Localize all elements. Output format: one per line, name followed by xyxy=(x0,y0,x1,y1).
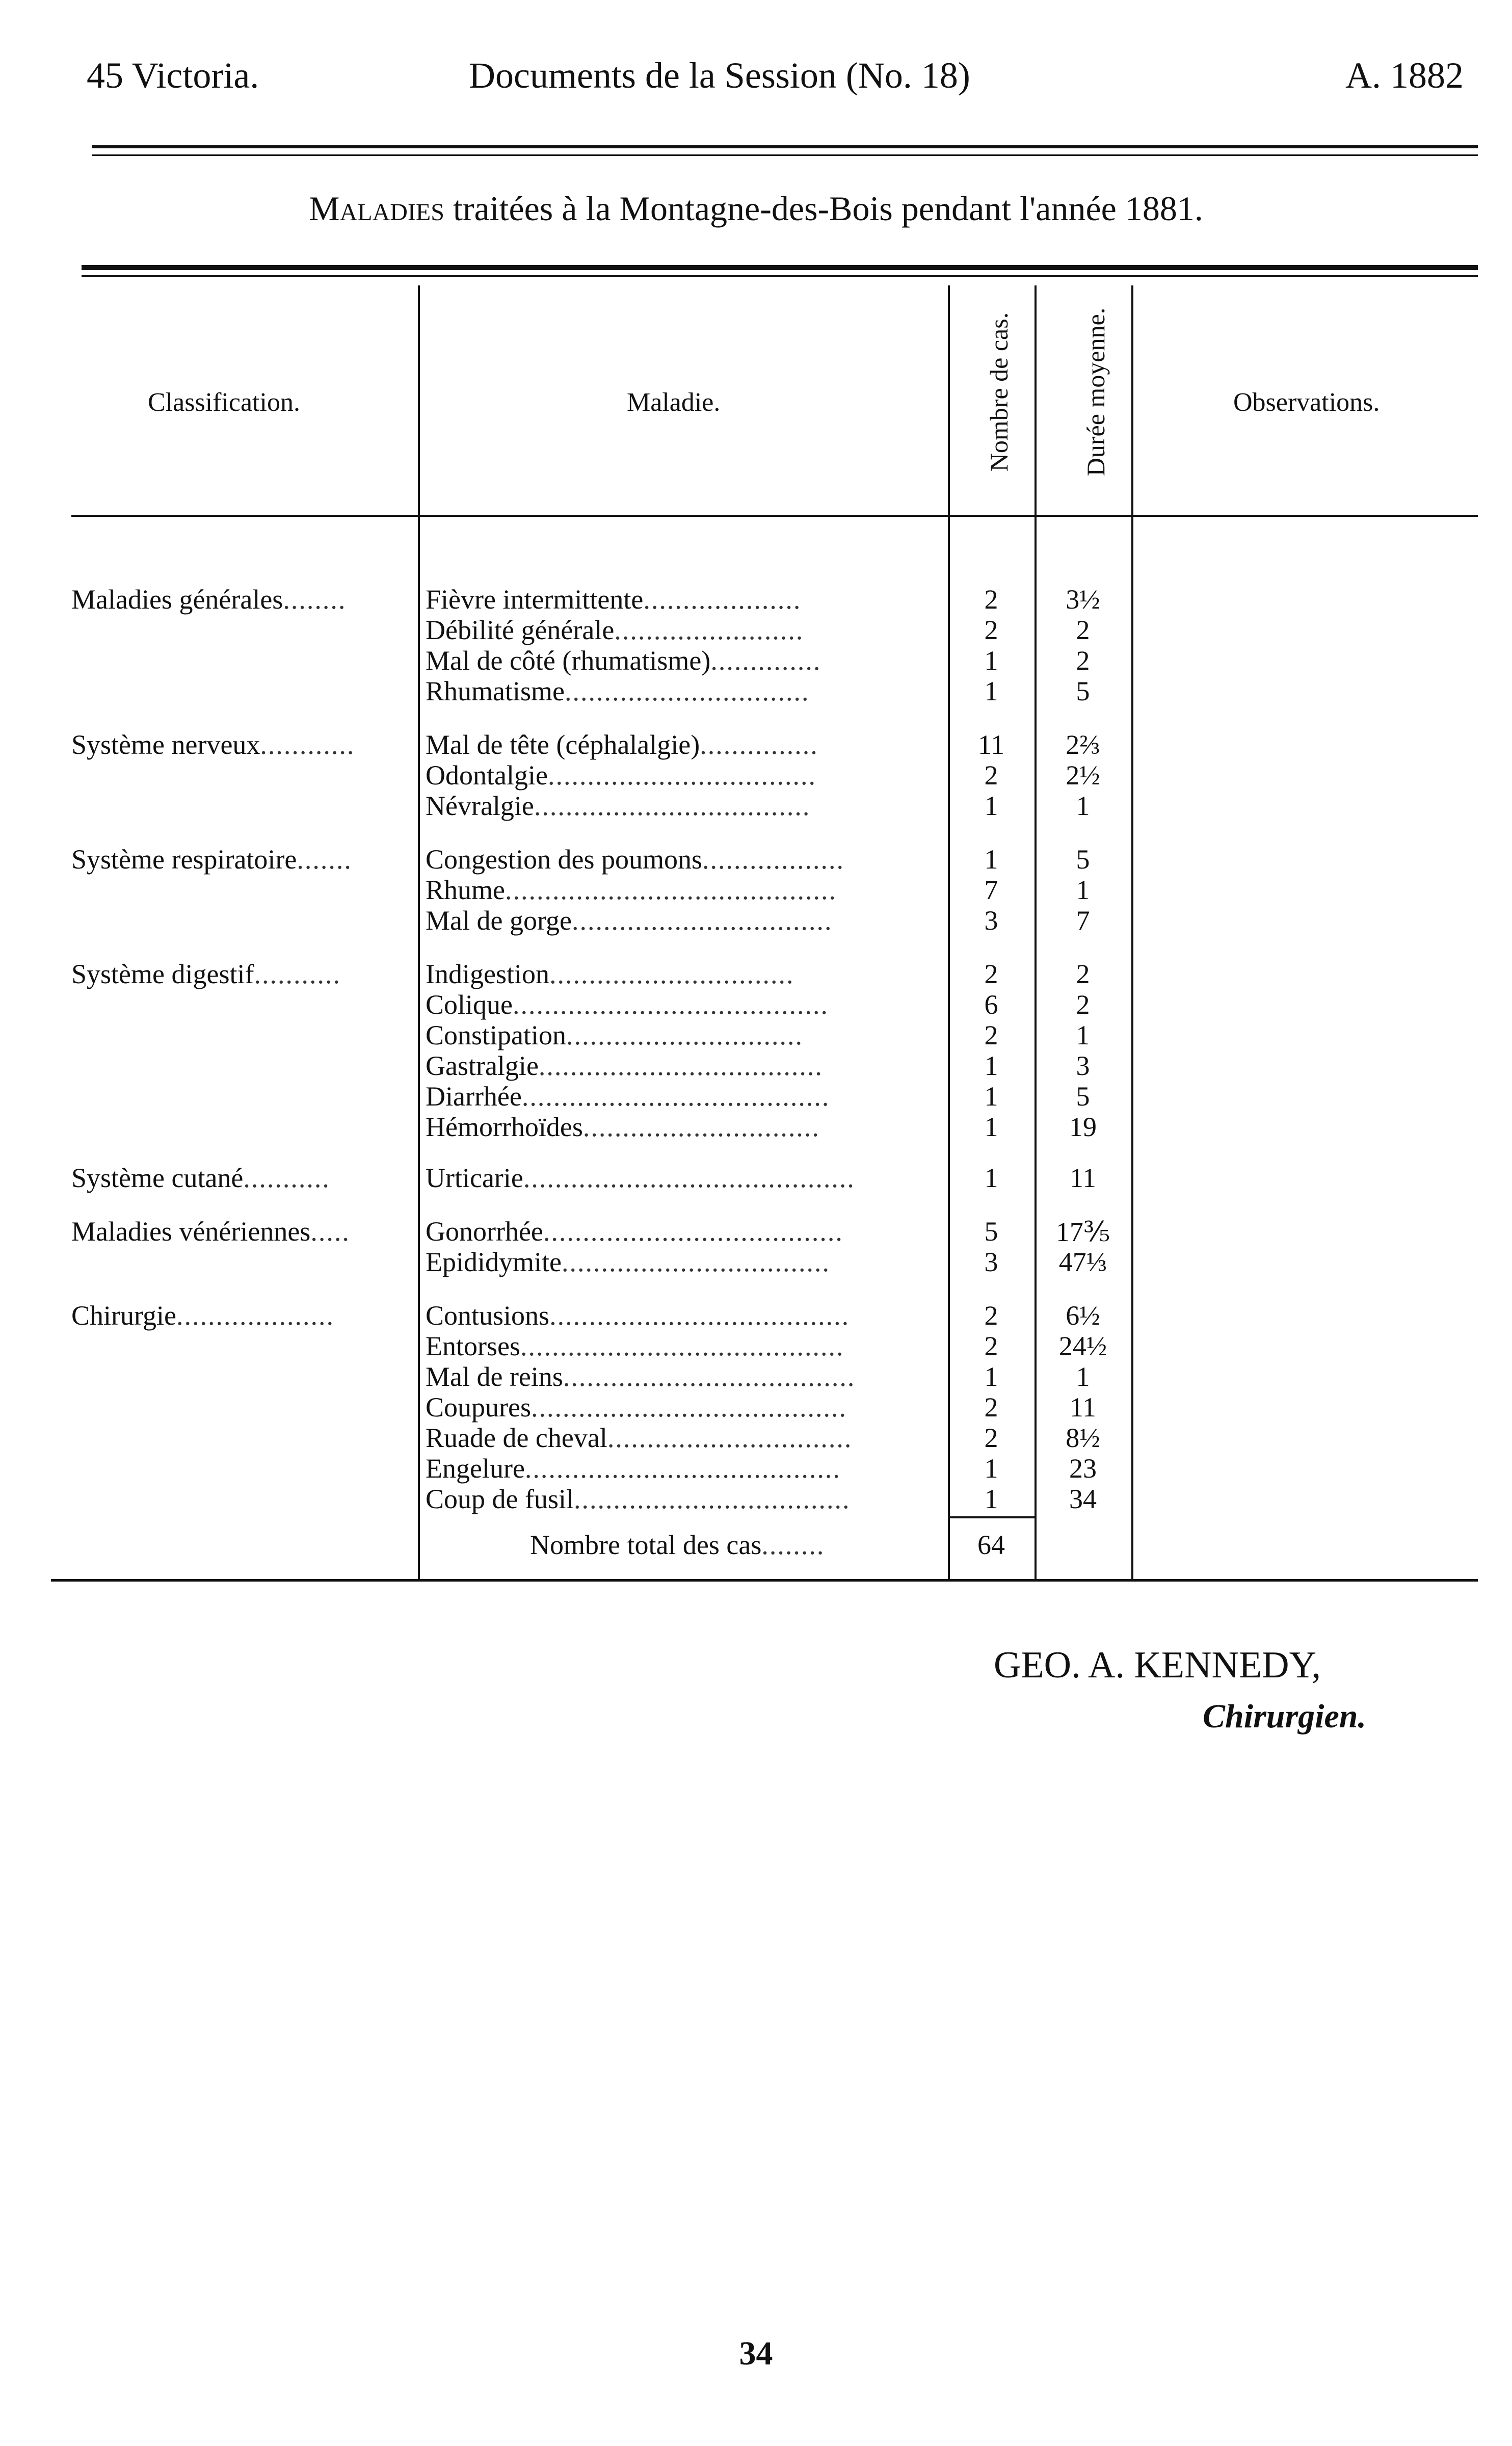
total-rule xyxy=(948,1516,1034,1518)
classification-cell: Système nerveux............ xyxy=(71,729,355,760)
maladie-cell: Congestion des poumons.................. xyxy=(426,844,845,875)
classification-cell: Système cutané........... xyxy=(71,1163,330,1193)
maladie-cell: Indigestion............................... xyxy=(426,959,794,989)
classification-cell: Chirurgie.................... xyxy=(71,1300,334,1331)
maladie-cell: Mal de gorge................................. xyxy=(426,905,833,936)
duree-cell: 3 xyxy=(1076,1050,1090,1081)
col-head-classification: Classification. xyxy=(148,388,300,417)
cas-cell: 2 xyxy=(984,1331,998,1361)
cas-cell: 2 xyxy=(984,584,998,615)
cas-cell: 2 xyxy=(984,615,998,645)
cas-cell: 1 xyxy=(984,1453,998,1484)
header-rule-thin xyxy=(92,154,1478,156)
duree-cell: 19 xyxy=(1069,1112,1097,1142)
duree-cell: 2⅔ xyxy=(1066,729,1100,760)
maladie-cell: Gastralgie.................................... xyxy=(426,1050,823,1081)
col-sep-4 xyxy=(1131,285,1133,1580)
maladie-cell: Mal de reins..................................... xyxy=(426,1361,856,1392)
title-lead: Maladies xyxy=(309,189,444,228)
total-label: Nombre total des cas........ xyxy=(530,1530,825,1560)
duree-cell: 1 xyxy=(1076,875,1090,905)
maladie-cell: Urticarie.......................................... xyxy=(426,1163,855,1193)
col-sep-2 xyxy=(948,285,950,1580)
total-value: 64 xyxy=(977,1530,1005,1560)
maladie-cell: Gonorrhée...................................... xyxy=(426,1216,843,1247)
classification-cell: Système digestif........... xyxy=(71,959,341,989)
duree-cell: 3½ xyxy=(1066,584,1100,615)
maladie-cell: Contusions...................................... xyxy=(426,1300,850,1331)
cas-cell: 1 xyxy=(984,791,998,821)
cas-cell: 1 xyxy=(984,1112,998,1142)
duree-cell: 2 xyxy=(1076,959,1090,989)
maladie-cell: Constipation.............................. xyxy=(426,1020,804,1050)
maladie-cell: Rhume.......................................... xyxy=(426,875,837,905)
cas-cell: 2 xyxy=(984,959,998,989)
cas-cell: 1 xyxy=(984,844,998,875)
classification-cell: Maladies vénériennes..... xyxy=(71,1216,350,1247)
classification-cell: Maladies générales........ xyxy=(71,584,347,615)
duree-cell: 1 xyxy=(1076,1361,1090,1392)
maladie-cell: Coupures........................................ xyxy=(426,1392,847,1423)
duree-cell: 7 xyxy=(1076,905,1090,936)
cas-cell: 5 xyxy=(984,1216,998,1247)
cas-cell: 1 xyxy=(984,676,998,706)
cas-cell: 2 xyxy=(984,1300,998,1331)
cas-cell: 2 xyxy=(984,760,998,791)
duree-cell: 34 xyxy=(1069,1484,1097,1514)
cas-cell: 1 xyxy=(984,1484,998,1514)
head-bottom-rule xyxy=(71,515,1478,517)
maladie-cell: Fièvre intermittente.................... xyxy=(426,584,802,615)
cas-cell: 1 xyxy=(984,645,998,676)
duree-cell: 6½ xyxy=(1066,1300,1100,1331)
maladie-cell: Odontalgie.................................. xyxy=(426,760,816,791)
duree-cell: 2½ xyxy=(1066,760,1100,791)
cas-cell: 3 xyxy=(984,905,998,936)
duree-cell: 2 xyxy=(1076,615,1090,645)
cas-cell: 1 xyxy=(984,1361,998,1392)
col-sep-3 xyxy=(1034,285,1037,1580)
col-head-nombre: Nombre de cas. xyxy=(985,312,1013,472)
duree-cell: 1 xyxy=(1076,791,1090,821)
header-right: A. 1882 xyxy=(1345,55,1464,96)
cas-cell: 6 xyxy=(984,989,998,1020)
cas-cell: 3 xyxy=(984,1247,998,1277)
col-head-maladie: Maladie. xyxy=(627,388,721,417)
maladie-cell: Colique........................................ xyxy=(426,989,829,1020)
cas-cell: 1 xyxy=(984,1163,998,1193)
header-center: Documents de la Session (No. 18) xyxy=(469,55,970,96)
col-head-duree: Durée moyenne. xyxy=(1081,307,1110,477)
maladie-cell: Hémorrhoïdes.............................. xyxy=(426,1112,820,1142)
cas-cell: 2 xyxy=(984,1392,998,1423)
cas-cell: 7 xyxy=(984,875,998,905)
maladie-cell: Débilité générale........................ xyxy=(426,615,804,645)
maladie-cell: Névralgie................................... xyxy=(426,791,811,821)
header-rule-thick xyxy=(92,145,1478,148)
maladie-cell: Entorses......................................... xyxy=(426,1331,844,1361)
duree-cell: 5 xyxy=(1076,1081,1090,1112)
page-number: 34 xyxy=(739,2335,773,2372)
title-rest: traitées à la Montagne-des-Bois pendant l'année 1881. xyxy=(444,189,1203,228)
table-top-rule-thin xyxy=(82,275,1478,277)
maladie-cell: Mal de tête (céphalalgie)............... xyxy=(426,729,818,760)
duree-cell: 17⅗ xyxy=(1055,1217,1110,1247)
header-left: 45 Victoria. xyxy=(87,55,259,96)
cas-cell: 1 xyxy=(984,1081,998,1112)
duree-cell: 11 xyxy=(1070,1163,1096,1193)
cas-cell: 1 xyxy=(984,1050,998,1081)
col-sep-1 xyxy=(418,285,420,1580)
maladie-cell: Engelure........................................ xyxy=(426,1453,841,1484)
table-bottom-rule xyxy=(51,1579,1478,1582)
signature-name: GEO. A. KENNEDY, xyxy=(994,1644,1321,1686)
col-head-observations: Observations. xyxy=(1233,388,1380,417)
duree-cell: 23 xyxy=(1069,1453,1097,1484)
cas-cell: 2 xyxy=(984,1423,998,1453)
classification-cell: Système respiratoire....... xyxy=(71,844,352,875)
duree-cell: 2 xyxy=(1076,989,1090,1020)
maladie-cell: Diarrhée....................................... xyxy=(426,1081,830,1112)
maladie-cell: Epididymite.................................. xyxy=(426,1247,830,1277)
cas-cell: 11 xyxy=(978,729,1004,760)
duree-cell: 11 xyxy=(1070,1392,1096,1423)
duree-cell: 47⅓ xyxy=(1058,1247,1107,1277)
duree-cell: 1 xyxy=(1076,1020,1090,1050)
maladie-cell: Ruade de cheval............................... xyxy=(426,1423,853,1453)
table-title xyxy=(0,189,1512,229)
duree-cell: 8½ xyxy=(1066,1423,1100,1453)
table-top-rule xyxy=(82,265,1478,270)
duree-cell: 5 xyxy=(1076,844,1090,875)
signature-role: Chirurgien. xyxy=(1203,1698,1366,1735)
duree-cell: 2 xyxy=(1076,645,1090,676)
maladie-cell: Mal de côté (rhumatisme).............. xyxy=(426,645,821,676)
duree-cell: 24½ xyxy=(1058,1331,1107,1361)
duree-cell: 5 xyxy=(1076,676,1090,706)
cas-cell: 2 xyxy=(984,1020,998,1050)
maladie-cell: Rhumatisme............................... xyxy=(426,676,810,706)
maladie-cell: Coup de fusil................................... xyxy=(426,1484,851,1514)
